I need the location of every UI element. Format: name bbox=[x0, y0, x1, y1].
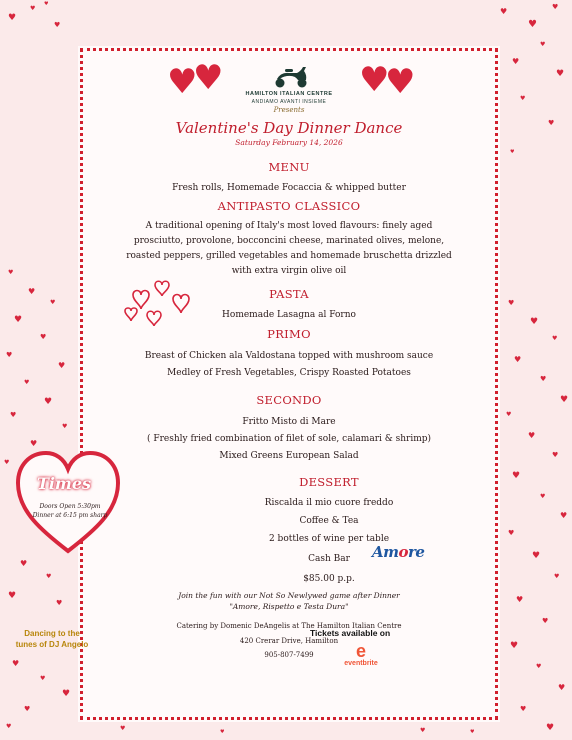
confetti-heart-icon: ♥ bbox=[506, 411, 512, 418]
primo-line: Medley of Fresh Vegetables, Crispy Roasted Potatoes bbox=[167, 368, 411, 378]
confetti-heart-icon: ♥ bbox=[520, 705, 527, 713]
confetti-heart-icon: ♥ bbox=[520, 95, 526, 102]
times-heart-icon bbox=[12, 447, 124, 557]
confetti-heart-icon: ♥ bbox=[512, 57, 520, 66]
header-heart-icon: ♥ bbox=[167, 62, 198, 102]
confetti-heart-icon: ♥ bbox=[558, 683, 566, 692]
catering-line: Catering by Domenic DeAngelis at The Hamilton Italian Centre bbox=[176, 622, 402, 630]
confetti-heart-icon: ♥ bbox=[514, 355, 522, 364]
confetti-heart-icon: ♥ bbox=[30, 439, 38, 448]
price-line: $85.00 p.p. bbox=[303, 574, 355, 584]
antipasto-heading: ANTIPASTO CLASSICO bbox=[217, 199, 361, 213]
confetti-heart-icon: ♥ bbox=[30, 5, 36, 12]
dinner-time: Dinner at 6:15 pm sharp bbox=[32, 512, 108, 519]
game-title: "Amore, Rispetto e Testa Dura" bbox=[229, 602, 349, 611]
confetti-heart-icon: ♥ bbox=[14, 315, 23, 325]
confetti-heart-icon: ♥ bbox=[28, 287, 36, 296]
confetti-heart-icon: ♥ bbox=[20, 559, 28, 568]
amore-logo-text: Am bbox=[372, 543, 399, 561]
confetti-heart-icon: ♥ bbox=[540, 41, 546, 48]
event-date: Saturday February 14, 2026 bbox=[235, 138, 343, 147]
confetti-heart-icon: ♥ bbox=[220, 729, 225, 735]
confetti-heart-icon: ♥ bbox=[528, 19, 537, 30]
antipasto-line: roasted peppers, grilled vegetables and homemade bruschetta drizzled bbox=[126, 251, 452, 261]
confetti-heart-icon: ♥ bbox=[4, 459, 10, 466]
confetti-heart-icon: ♥ bbox=[508, 529, 515, 537]
confetti-heart-icon: ♥ bbox=[54, 21, 61, 29]
header-heart-icon: ♥ bbox=[193, 58, 224, 98]
confetti-heart-icon: ♥ bbox=[120, 725, 126, 732]
confetti-heart-icon: ♥ bbox=[44, 397, 53, 407]
dessert-line: 2 bottles of wine per table bbox=[268, 534, 390, 544]
eventbrite-e-icon: e bbox=[355, 641, 366, 661]
confetti-heart-icon: ♥ bbox=[548, 119, 555, 127]
centre-name: HAMILTON ITALIAN CENTRE bbox=[245, 91, 333, 97]
centre-motto: ANDIAMO AVANTI INSIEME bbox=[251, 99, 327, 105]
confetti-heart-icon: ♥ bbox=[554, 573, 560, 580]
amore-logo-heart: o bbox=[398, 543, 409, 561]
secondo-line: ( Freshly fried combination of filet of sole, calamari & shrimp) bbox=[146, 434, 432, 444]
menu-intro-line: Fresh rolls, Homemade Focaccia & whipped butter bbox=[172, 183, 406, 193]
confetti-heart-icon: ♥ bbox=[470, 729, 475, 735]
dessert-line: Coffee & Tea bbox=[299, 516, 359, 526]
confetti-heart-icon: ♥ bbox=[560, 511, 568, 520]
antipasto-line: with extra virgin olive oil bbox=[231, 266, 347, 276]
eventbrite-logo[interactable] bbox=[336, 642, 386, 667]
doors-open-time: Doors Open 5:30pm bbox=[39, 503, 101, 510]
dessert-heading: DESSERT bbox=[299, 475, 359, 489]
scooter-logo-icon bbox=[271, 63, 311, 89]
confetti-heart-icon: ♥ bbox=[10, 411, 17, 419]
confetti-heart-icon: ♥ bbox=[62, 689, 71, 699]
confetti-heart-icon: ♥ bbox=[46, 573, 52, 580]
amore-logo bbox=[372, 543, 442, 561]
primo-line: Breast of Chicken ala Valdostana topped with mushroom sauce bbox=[144, 351, 434, 361]
eventbrite-wordmark: eventbrite bbox=[344, 660, 378, 667]
secondo-heading: SECONDO bbox=[256, 393, 322, 407]
confetti-heart-icon: ♥ bbox=[62, 423, 68, 430]
confetti-heart-icon: ♥ bbox=[532, 551, 541, 561]
confetti-heart-icon: ♥ bbox=[512, 471, 521, 481]
antipasto-line: prosciutto, provolone, bocconcini cheese, marinated olives, melone, bbox=[133, 236, 445, 246]
confetti-heart-icon: ♥ bbox=[508, 299, 515, 307]
confetti-heart-icon: ♥ bbox=[556, 69, 565, 79]
secondo-line: Mixed Greens European Salad bbox=[219, 451, 359, 461]
menu-card bbox=[80, 48, 498, 720]
confetti-heart-icon: ♥ bbox=[552, 335, 558, 342]
confetti-heart-icon: ♥ bbox=[8, 269, 14, 276]
confetti-heart-icon: ♥ bbox=[546, 723, 555, 733]
confetti-heart-icon: ♥ bbox=[24, 705, 31, 713]
confetti-heart-icon: ♥ bbox=[6, 723, 12, 730]
confetti-heart-icon: ♥ bbox=[8, 591, 17, 601]
dj-note-line: Dancing to the bbox=[24, 629, 80, 638]
confetti-heart-icon: ♥ bbox=[542, 617, 549, 625]
confetti-heart-icon: ♥ bbox=[24, 379, 30, 386]
confetti-heart-icon: ♥ bbox=[510, 641, 519, 651]
confetti-heart-icon: ♥ bbox=[552, 3, 559, 11]
confetti-heart-icon: ♥ bbox=[552, 451, 559, 459]
dj-note bbox=[14, 628, 90, 650]
confetti-heart-icon: ♥ bbox=[510, 149, 515, 155]
confetti-heart-icon: ♥ bbox=[560, 395, 569, 405]
confetti-heart-icon: ♥ bbox=[536, 663, 542, 670]
phone-line: 905-807-7499 bbox=[264, 651, 314, 659]
presents-label: Presents bbox=[273, 106, 305, 114]
confetti-heart-icon: ♥ bbox=[50, 299, 56, 306]
header-heart-icon: ♥ bbox=[359, 60, 390, 100]
confetti-heart-icon: ♥ bbox=[530, 317, 539, 327]
antipasto-line: A traditional opening of Italy's most loved flavours: finely aged bbox=[145, 221, 433, 231]
header-heart-icon: ♥ bbox=[385, 62, 416, 102]
secondo-line: Fritto Misto di Mare bbox=[242, 417, 336, 427]
confetti-heart-icon: ♥ bbox=[44, 1, 49, 7]
confetti-heart-icon: ♥ bbox=[8, 13, 17, 23]
confetti-heart-icon: ♥ bbox=[40, 333, 47, 341]
confetti-heart-icon: ♥ bbox=[516, 595, 524, 604]
amore-logo-text: re bbox=[408, 543, 425, 561]
primo-heading: PRIMO bbox=[267, 327, 311, 341]
event-title: Valentine's Day Dinner Dance bbox=[175, 119, 403, 137]
dessert-line: Riscalda il mio cuore freddo bbox=[264, 498, 394, 508]
confetti-heart-icon: ♥ bbox=[500, 7, 508, 16]
confetti-heart-icon: ♥ bbox=[540, 375, 547, 383]
address-line: 420 Crerar Drive, Hamilton bbox=[239, 637, 339, 645]
cash-bar-line: Cash Bar bbox=[308, 554, 350, 564]
confetti-heart-icon: ♥ bbox=[6, 351, 13, 359]
pasta-heading: PASTA bbox=[269, 287, 309, 301]
confetti-heart-icon: ♥ bbox=[420, 727, 426, 734]
confetti-heart-icon: ♥ bbox=[40, 675, 46, 682]
dj-note-line: tunes of DJ Angelo bbox=[15, 640, 89, 649]
tickets-label: Tickets available on bbox=[310, 628, 391, 638]
confetti-heart-icon: ♥ bbox=[56, 599, 63, 607]
pasta-line: Homemade Lasagna al Forno bbox=[222, 310, 356, 320]
times-title: Times bbox=[36, 474, 92, 493]
menu-heading: MENU bbox=[268, 160, 310, 174]
confetti-heart-icon: ♥ bbox=[528, 431, 536, 440]
confetti-heart-icon: ♥ bbox=[12, 659, 20, 668]
confetti-heart-icon: ♥ bbox=[540, 493, 546, 500]
game-line: Join the fun with our Not So Newlywed game after Dinner bbox=[178, 591, 400, 600]
confetti-heart-icon: ♥ bbox=[58, 361, 66, 370]
